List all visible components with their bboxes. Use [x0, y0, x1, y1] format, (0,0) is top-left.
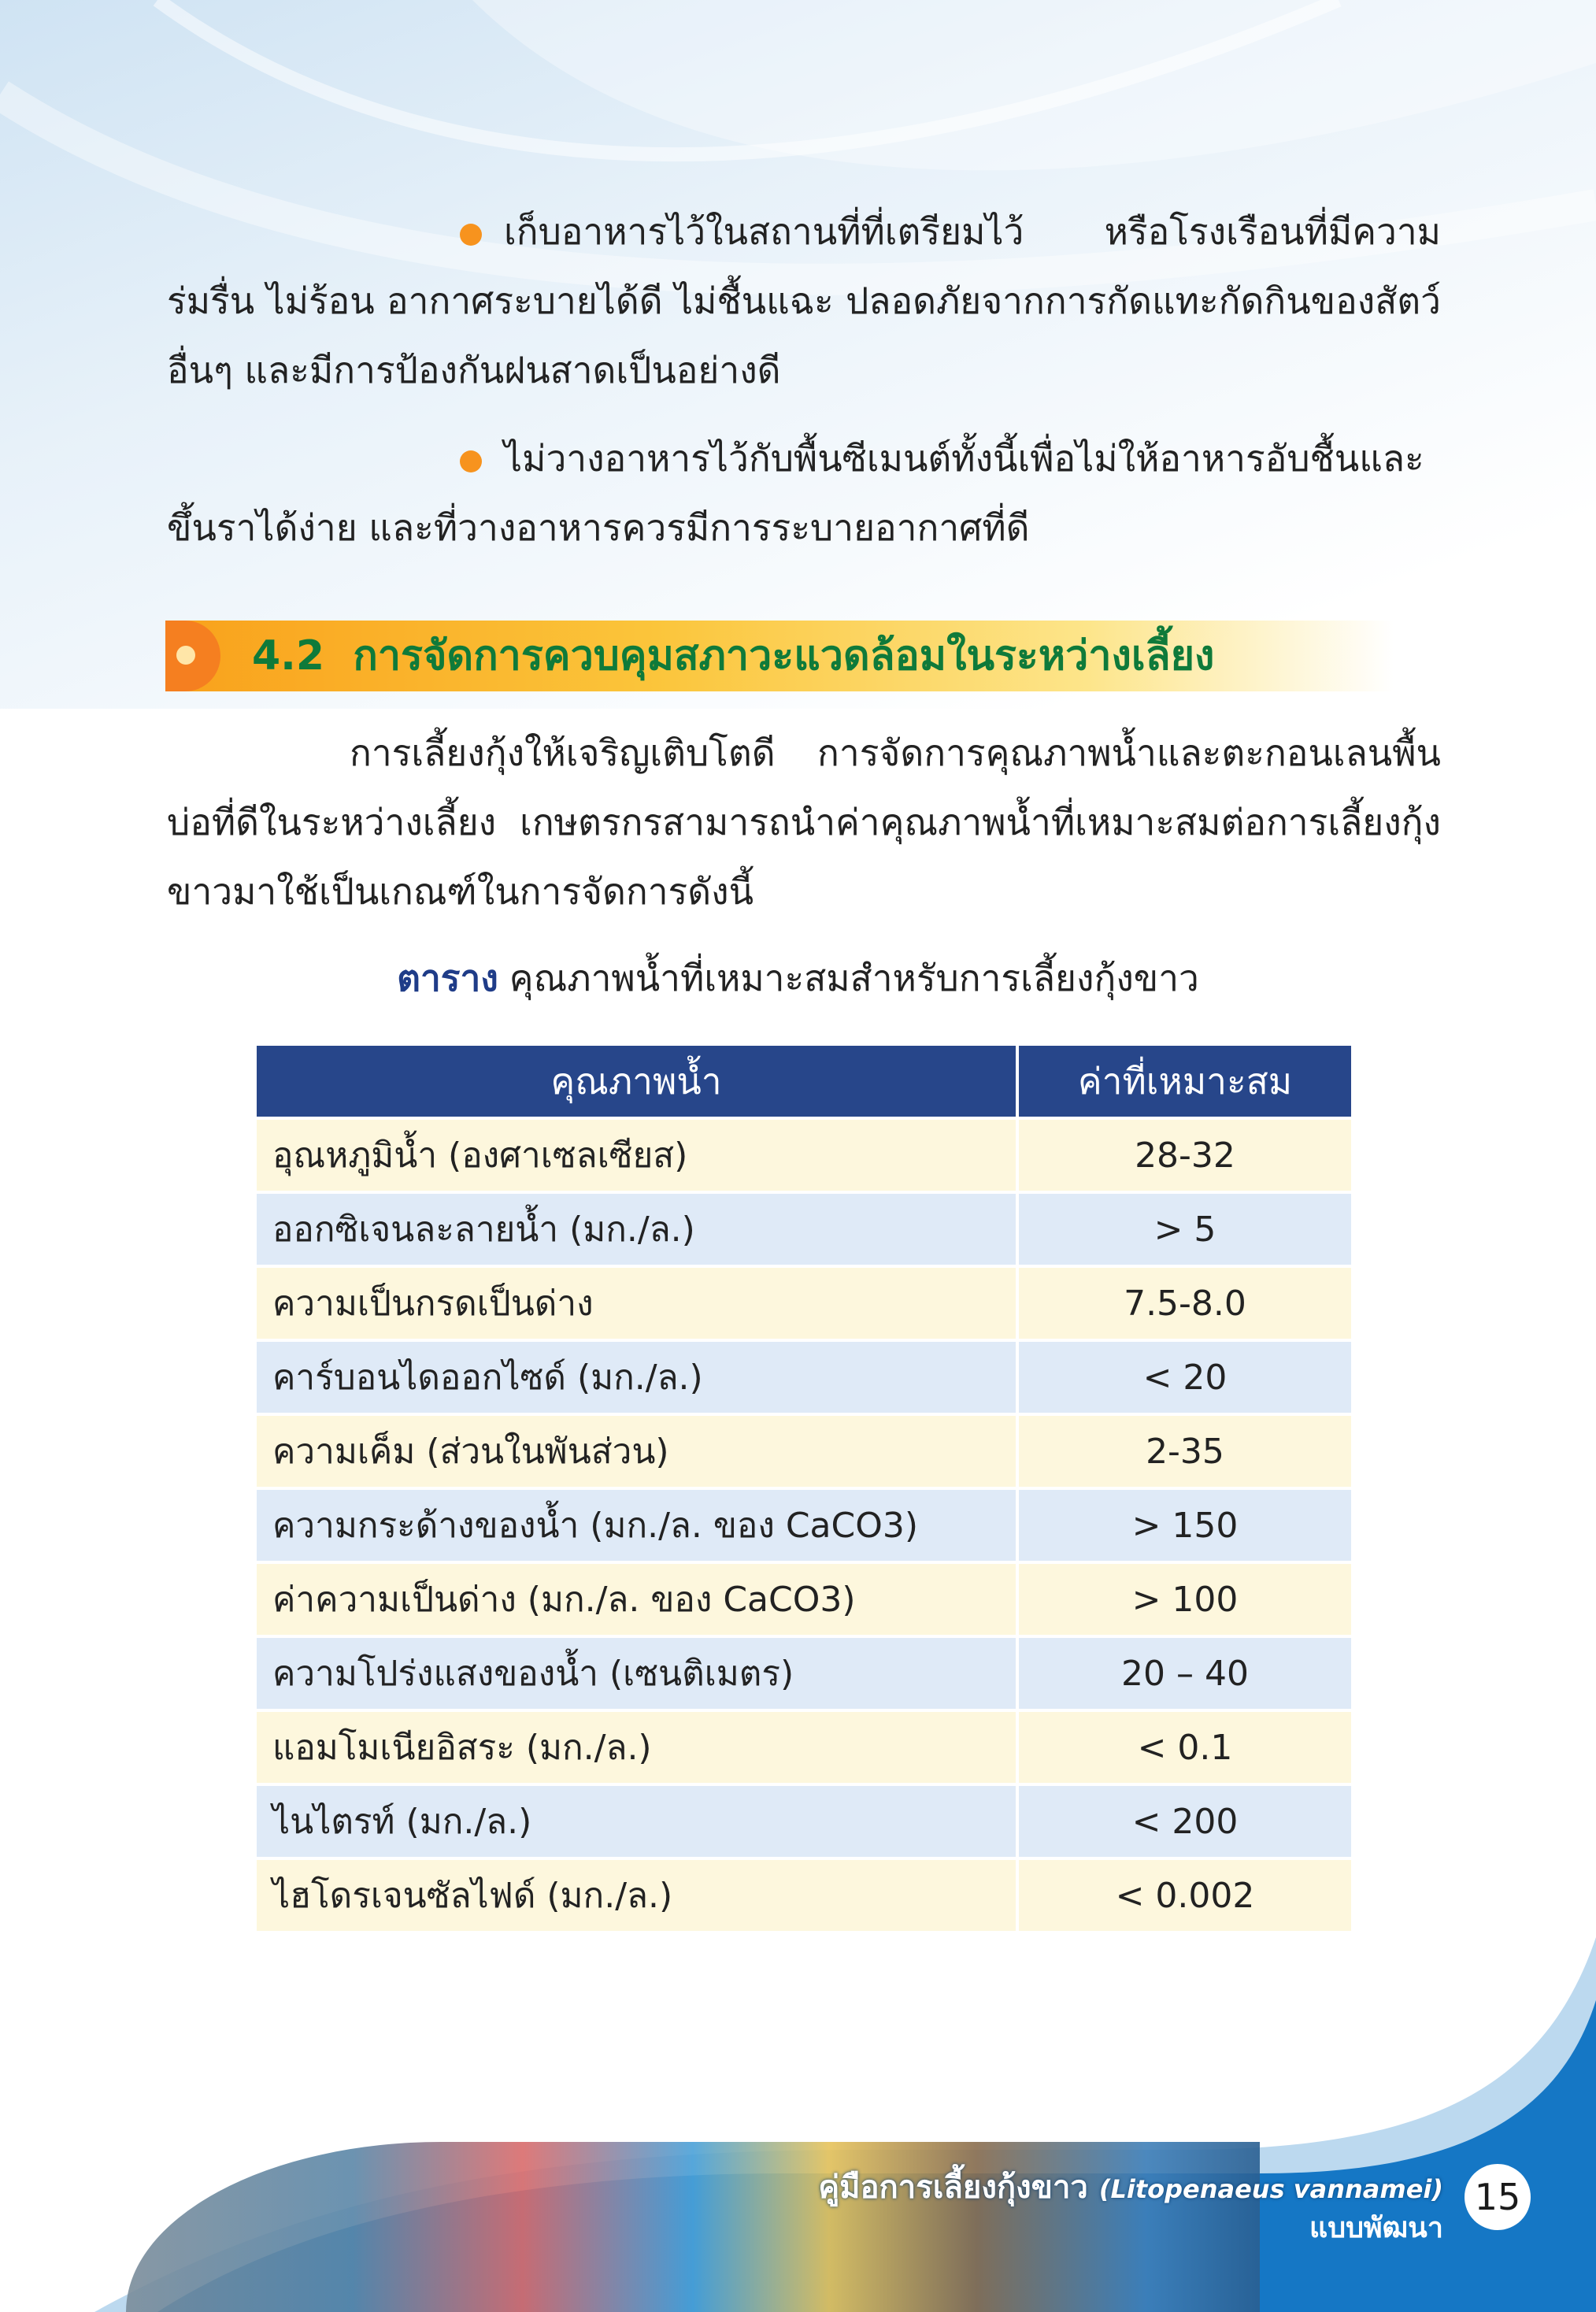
section-title	[252, 621, 1214, 691]
row-value: < 0.002	[1017, 1858, 1351, 1931]
water-quality-table	[257, 1046, 1351, 1931]
bullet-text: เก็บอาหารไว้ในสถานที่ที่เตรียมไว้ หรือโรงเรือนที่มีความร่มรื่น ไม่ร้อน อากาศระบายได้ดี ไม่ชื้นแฉะ ปลอดภัยจากการกัดแทะกัดกินของสัตว์อื่นๆ และมีการป้องกันฝนสาดเป็นอย่างดี	[167, 210, 1441, 391]
page-number: 15	[1465, 2164, 1531, 2230]
bullet-icon	[460, 224, 482, 246]
section-title-text: การจัดการควบคุมสภาวะแวดล้อมในระหว่างเลี้ยง	[353, 632, 1215, 680]
table-row	[257, 1192, 1351, 1266]
bullet-paragraph-1	[167, 197, 1441, 405]
row-value: 20 – 40	[1017, 1636, 1351, 1710]
row-value: 2-35	[1017, 1414, 1351, 1488]
section-header	[165, 621, 1394, 691]
intro-paragraph	[167, 718, 1441, 926]
row-parameter: แอมโมเนียอิสระ (มก./ล.)	[257, 1710, 1017, 1784]
table-caption	[0, 947, 1596, 1010]
row-value: < 0.1	[1017, 1710, 1351, 1784]
table-row	[257, 1562, 1351, 1636]
footer-subtitle: แบบพัฒนา	[1309, 2212, 1443, 2244]
row-parameter: ออกซิเจนละลายน้ำ (มก./ล.)	[257, 1192, 1017, 1266]
row-parameter: ความโปร่งแสงของน้ำ (เซนติเมตร)	[257, 1636, 1017, 1710]
footer-latin-name: (Litopenaeus vannamei)	[1098, 2174, 1443, 2204]
row-parameter: ค่าความเป็นด่าง (มก./ล. ของ CaCO3)	[257, 1562, 1017, 1636]
intro-text: การเลี้ยงกุ้งให้เจริญเติบโตดี การจัดการคุณภาพน้ำและตะกอนเลนพื้นบ่อที่ดีในระหว่างเลี้ยง เกษตรกรสามารถนำค่าคุณภาพน้ำที่เหมาะสมต่อการเลี้ยงกุ้งขาวมาใช้เป็นเกณฑ์ในการจัดการดังนี้	[167, 732, 1441, 913]
table-caption-label: ตาราง	[397, 957, 498, 999]
row-parameter: ความเค็ม (ส่วนในพันส่วน)	[257, 1414, 1017, 1488]
table-row	[257, 1118, 1351, 1192]
row-parameter: คาร์บอนไดออกไซด์ (มก./ล.)	[257, 1340, 1017, 1414]
table-row	[257, 1710, 1351, 1784]
row-parameter: ไนไตรท์ (มก./ล.)	[257, 1784, 1017, 1858]
row-value: > 100	[1017, 1562, 1351, 1636]
row-value: 28-32	[1017, 1118, 1351, 1192]
table-row	[257, 1414, 1351, 1488]
row-value: 7.5-8.0	[1017, 1266, 1351, 1340]
table-row	[257, 1340, 1351, 1414]
row-value: > 150	[1017, 1488, 1351, 1562]
bullet-icon	[460, 450, 482, 472]
bullet-text: ไม่วางอาหารไว้กับพื้นซีเมนต์ทั้งนี้เพื่อไม่ให้อาหารอับชื้นและขึ้นราได้ง่าย และที่วางอาหารควรมีการระบายอากาศที่ดี	[167, 437, 1424, 549]
row-parameter: อุณหภูมิน้ำ (องศาเซลเซียส)	[257, 1118, 1017, 1192]
table-caption-text: คุณภาพน้ำที่เหมาะสมสำหรับการเลี้ยงกุ้งขาว	[509, 957, 1199, 999]
row-parameter: ความกระด้างของน้ำ (มก./ล. ของ CaCO3)	[257, 1488, 1017, 1562]
section-number: 4.2	[252, 632, 325, 680]
section-badge-icon	[165, 621, 220, 691]
table-row	[257, 1266, 1351, 1340]
bullet-paragraph-2	[167, 424, 1441, 562]
row-value: > 5	[1017, 1192, 1351, 1266]
row-parameter: ไฮโดรเจนซัลไฟด์ (มก./ล.)	[257, 1858, 1017, 1931]
table-header-row	[257, 1046, 1351, 1118]
table-header-value: ค่าที่เหมาะสม	[1017, 1046, 1351, 1118]
row-parameter: ความเป็นกรดเป็นด่าง	[257, 1266, 1017, 1340]
row-value: < 200	[1017, 1784, 1351, 1858]
table-row	[257, 1488, 1351, 1562]
row-value: < 20	[1017, 1340, 1351, 1414]
table-row	[257, 1636, 1351, 1710]
footer-title-text: คู่มือการเลี้ยงกุ้งขาว	[818, 2169, 1088, 2206]
table-header-parameter: คุณภาพน้ำ	[257, 1046, 1017, 1118]
table-row	[257, 1784, 1351, 1858]
